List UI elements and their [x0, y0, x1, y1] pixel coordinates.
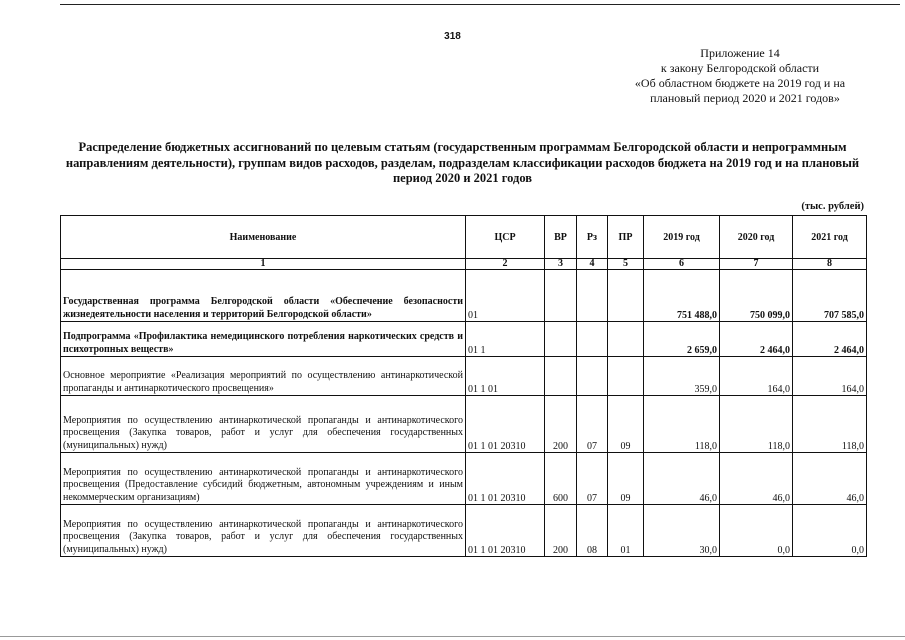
row-2021: 164,0: [793, 357, 867, 396]
table-row: [61, 322, 867, 357]
column-number: 6: [644, 259, 720, 270]
row-2019: 2 659,0: [644, 322, 720, 357]
column-number-row: [61, 259, 867, 270]
header-name: Наименование: [61, 216, 466, 259]
row-vr: 600: [545, 453, 577, 505]
page-bottom-border: [0, 636, 905, 637]
row-2020: 118,0: [720, 396, 793, 453]
row-2019: 359,0: [644, 357, 720, 396]
row-pr: [608, 357, 644, 396]
page-top-border: [60, 4, 900, 5]
annex-header: [620, 46, 860, 106]
table-row: [61, 505, 867, 557]
table-row: [61, 453, 867, 505]
header-pr: ПР: [608, 216, 644, 259]
row-2021: 2 464,0: [793, 322, 867, 357]
row-2021: 46,0: [793, 453, 867, 505]
header-rz: Рз: [577, 216, 608, 259]
row-rz: 07: [577, 453, 608, 505]
row-pr: [608, 270, 644, 322]
row-2020: 2 464,0: [720, 322, 793, 357]
row-2019: 30,0: [644, 505, 720, 557]
units-label: (тыс. рублей): [801, 201, 864, 212]
row-rz: [577, 357, 608, 396]
header-2019: 2019 год: [644, 216, 720, 259]
page-number: 318: [444, 31, 461, 42]
row-name: Мероприятия по осуществлению антинаркотической пропаганды и антинаркотического просвещения (Закупка товаров, работ и услуг для обеспечения государственных (муниципальных) нужд): [61, 396, 466, 453]
row-csr: 01 1 01 20310: [466, 453, 545, 505]
row-vr: 200: [545, 396, 577, 453]
row-rz: 08: [577, 505, 608, 557]
row-rz: [577, 322, 608, 357]
row-csr: 01 1: [466, 322, 545, 357]
row-name: Подпрограмма «Профилактика немедицинского потребления наркотических средств и психотропных веществ»: [61, 322, 466, 357]
row-2020: 750 099,0: [720, 270, 793, 322]
row-csr: 01: [466, 270, 545, 322]
row-2019: 118,0: [644, 396, 720, 453]
row-pr: 09: [608, 396, 644, 453]
row-csr: 01 1 01 20310: [466, 505, 545, 557]
row-pr: 01: [608, 505, 644, 557]
row-vr: 200: [545, 505, 577, 557]
header-2021: 2021 год: [793, 216, 867, 259]
budget-table: [60, 215, 867, 557]
row-vr: [545, 270, 577, 322]
column-number: 2: [466, 259, 545, 270]
header-row: [61, 216, 867, 259]
table-row: [61, 357, 867, 396]
column-number: 4: [577, 259, 608, 270]
annex-line: к закону Белгородской области: [660, 61, 820, 75]
row-csr: 01 1 01 20310: [466, 396, 545, 453]
row-2021: 707 585,0: [793, 270, 867, 322]
column-number: 7: [720, 259, 793, 270]
row-rz: [577, 270, 608, 322]
header-csr: ЦСР: [466, 216, 545, 259]
row-2021: 118,0: [793, 396, 867, 453]
row-rz: 07: [577, 396, 608, 453]
row-2020: 164,0: [720, 357, 793, 396]
row-2021: 0,0: [793, 505, 867, 557]
header-vr: ВР: [545, 216, 577, 259]
row-2019: 751 488,0: [644, 270, 720, 322]
row-vr: [545, 357, 577, 396]
column-number: 5: [608, 259, 644, 270]
row-pr: [608, 322, 644, 357]
document-title: Распределение бюджетных ассигнований по целевым статьям (государственным программам Белгородской области и непрограммным направлениям деятельности), группам видов расходов, разделам, подразделам классификации расходов бюджета на 2019 год и на плановый период 2020 и 2021 годов: [65, 140, 860, 185]
row-pr: 09: [608, 453, 644, 505]
annex-line: Приложение 14: [700, 46, 780, 60]
annex-line: «Об областном бюджете на 2019 год и на: [634, 76, 846, 90]
table-row: [61, 270, 867, 322]
table-row: [61, 396, 867, 453]
row-name: Основное мероприятие «Реализация мероприятий по осуществлению антинаркотической пропаганды и антинаркотического просвещения»: [61, 357, 466, 396]
row-vr: [545, 322, 577, 357]
row-2020: 0,0: [720, 505, 793, 557]
row-name: Мероприятия по осуществлению антинаркотической пропаганды и антинаркотического просвещения (Предоставление субсидий бюджетным, автономным учреждениям и иным некоммерческим организациям): [61, 453, 466, 505]
row-name: Государственная программа Белгородской области «Обеспечение безопасности жизнедеятельности населения и территорий Белгородской области»: [61, 270, 466, 322]
row-csr: 01 1 01: [466, 357, 545, 396]
row-2020: 46,0: [720, 453, 793, 505]
column-number: 1: [61, 259, 466, 270]
row-2019: 46,0: [644, 453, 720, 505]
annex-line: плановый период 2020 и 2021 годов»: [650, 91, 840, 105]
row-name: Мероприятия по осуществлению антинаркотической пропаганды и антинаркотического просвещения (Закупка товаров, работ и услуг для обеспечения государственных (муниципальных) нужд): [61, 505, 466, 557]
column-number: 3: [545, 259, 577, 270]
column-number: 8: [793, 259, 867, 270]
header-2020: 2020 год: [720, 216, 793, 259]
